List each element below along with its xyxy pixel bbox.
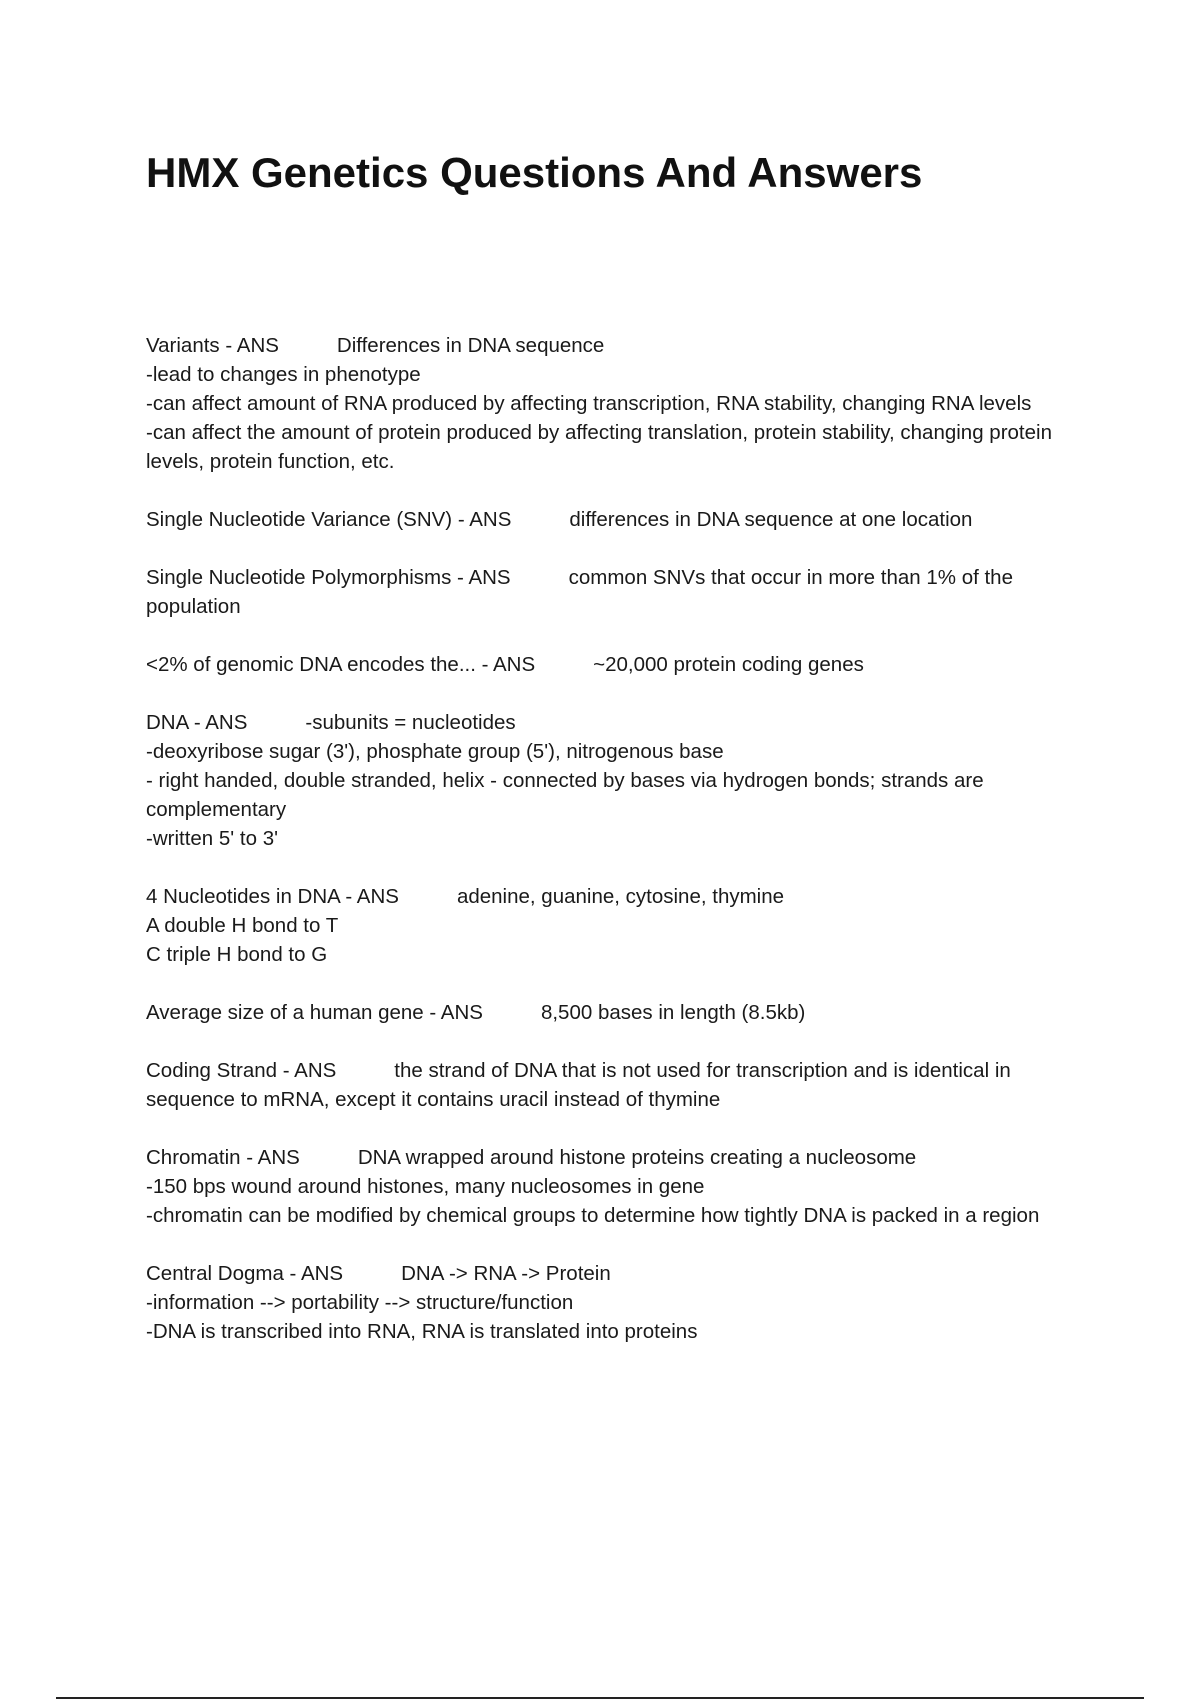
- qa-answer: 8,500 bases in length (8.5kb): [540, 1001, 806, 1024]
- qa-answer-detail: -chromatin can be modified by chemical groups to determine how tightly DNA is packed in a region: [146, 1204, 1040, 1227]
- qa-entry: [146, 998, 1096, 1027]
- qa-first-line: [146, 563, 1096, 621]
- qa-answer-detail: -lead to changes in phenotype: [146, 363, 421, 386]
- qa-term: Variants - ANS: [146, 334, 279, 357]
- footer-divider: [56, 1697, 1144, 1699]
- qa-answer: the strand of DNA that is not used for transcription and is identical in sequence to mRNA, except it contains uracil instead of thymine: [146, 1059, 1011, 1111]
- qa-answer-detail: -can affect amount of RNA produced by affecting transcription, RNA stability, changing RNA levels: [146, 392, 1032, 415]
- qa-entry: [146, 882, 1096, 969]
- qa-first-line: [146, 1056, 1096, 1114]
- qa-answer-detail: -written 5' to 3': [146, 827, 279, 850]
- qa-answer: Differences in DNA sequence: [336, 334, 605, 357]
- qa-entry: [146, 650, 1096, 679]
- qa-answer-detail: -DNA is transcribed into RNA, RNA is translated into proteins: [146, 1320, 698, 1343]
- qa-answer: DNA wrapped around histone proteins creating a nucleosome: [357, 1146, 917, 1169]
- qa-term: Single Nucleotide Variance (SNV) - ANS: [146, 508, 512, 531]
- qa-first-line: [146, 1143, 1096, 1172]
- qa-answer-detail: A double H bond to T: [146, 914, 339, 937]
- qa-answer: DNA -> RNA -> Protein: [401, 1262, 611, 1285]
- qa-entry: [146, 708, 1096, 853]
- qa-term: Coding Strand - ANS: [146, 1059, 337, 1082]
- qa-entry: [146, 563, 1096, 621]
- qa-first-line: [146, 505, 1096, 534]
- qa-answer-detail: -can affect the amount of protein produced by affecting translation, protein stability, changing protein levels, protein function, etc.: [146, 421, 1052, 473]
- qa-first-line: [146, 331, 1096, 360]
- qa-answer-detail: -deoxyribose sugar (3'), phosphate group (5'), nitrogenous base: [146, 740, 724, 763]
- qa-entry: [146, 1259, 1096, 1346]
- qa-entry: [146, 331, 1096, 476]
- qa-answer-detail: -information --> portability --> structure/function: [146, 1291, 574, 1314]
- qa-answer: adenine, guanine, cytosine, thymine: [456, 885, 785, 908]
- qa-first-line: [146, 650, 1096, 679]
- qa-answer-detail: C triple H bond to G: [146, 943, 328, 966]
- qa-term: <2% of genomic DNA encodes the... - ANS: [146, 653, 536, 676]
- qa-term: Average size of a human gene - ANS: [146, 1001, 483, 1024]
- qa-term: DNA - ANS: [146, 711, 248, 734]
- qa-entry: [146, 505, 1096, 534]
- qa-answer: -subunits = nucleotides: [305, 711, 516, 734]
- qa-list: [146, 331, 1096, 1375]
- document-title: HMX Genetics Questions And Answers: [146, 149, 923, 196]
- qa-answer-detail: -150 bps wound around histones, many nucleosomes in gene: [146, 1175, 705, 1198]
- qa-first-line: [146, 998, 1096, 1027]
- qa-term: Central Dogma - ANS: [146, 1262, 344, 1285]
- qa-first-line: [146, 882, 1096, 911]
- qa-term: Chromatin - ANS: [146, 1146, 300, 1169]
- qa-term: Single Nucleotide Polymorphisms - ANS: [146, 566, 511, 589]
- qa-answer: common SNVs that occur in more than 1% of the population: [146, 566, 1013, 618]
- qa-answer: ~20,000 protein coding genes: [593, 653, 864, 676]
- qa-first-line: [146, 708, 1096, 737]
- qa-entry: [146, 1056, 1096, 1114]
- qa-term: 4 Nucleotides in DNA - ANS: [146, 885, 399, 908]
- qa-first-line: [146, 1259, 1096, 1288]
- qa-answer: differences in DNA sequence at one location: [569, 508, 973, 531]
- qa-answer-detail: - right handed, double stranded, helix - connected by bases via hydrogen bonds; strands are complementary: [146, 769, 984, 821]
- qa-entry: [146, 1143, 1096, 1230]
